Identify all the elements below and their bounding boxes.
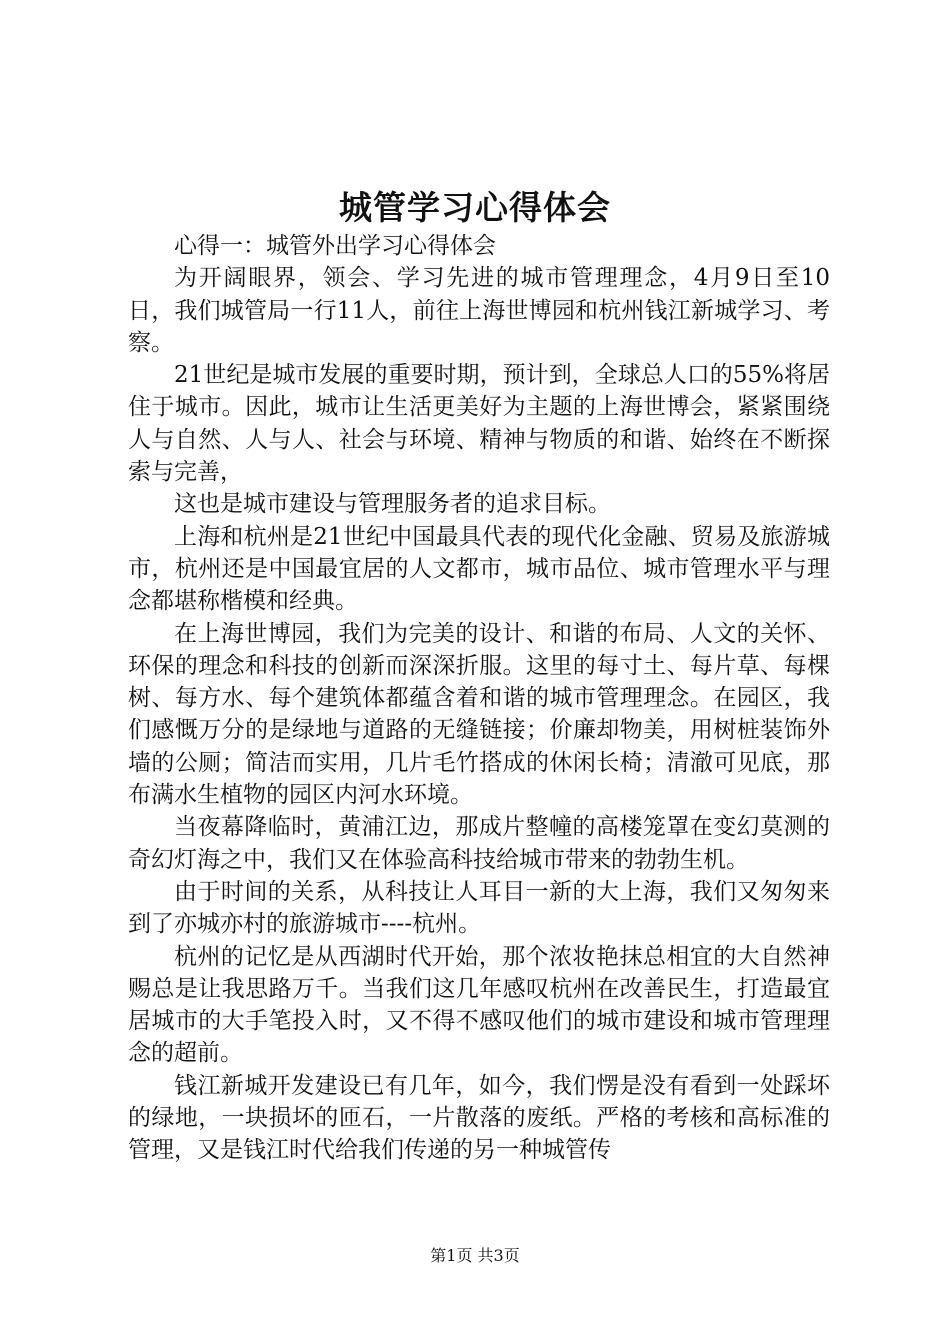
document-title: 城管学习心得体会 [339,188,611,227]
page-footer: 第1页 共3页 [430,1246,520,1265]
paragraph: 上海和杭州是21世纪中国最具代表的现代化金融、贸易及旅游城市，杭州还是中国最宜居的人文都市，城市品位、城市管理水平与理念都堪称楷模和经典。 [128,523,830,615]
paragraph: 这也是城市建设与管理服务者的追求目标。 [174,491,611,518]
paragraph: 由于时间的关系，从科技让人耳目一新的大上海，我们又匆匆来到了亦城亦村的旅游城市----杭州。 [128,878,830,938]
paragraph: 在上海世博园，我们为完美的设计、和谐的布局、人文的关怀、环保的理念和科技的创新而深深折服。这里的每寸土、每片草、每棵树、每方水、每个建筑体都蕴含着和谐的城市管理理念。在园区，我们感慨万分的是绿地与道路的无缝链接；价廉却物美，用树桩装饰外墙的公厕；简洁而实用，几片毛竹搭成的休闲长椅；清澈可见底，那布满水生植物的园区内河水环境。 [128,620,830,809]
paragraph: 钱江新城开发建设已有几年，如今，我们愣是没有看到一处踩坏的绿地，一块损坏的匝石，一片散落的废纸。严格的考核和高标准的管理，又是钱江时代给我们传递的另一种城管传 [128,1072,830,1164]
document-body [128,230,830,1167]
paragraph: 21世纪是城市发展的重要时期，预计到，全球总人口的55%将居住于城市。因此，城市让生活更美好为主题的上海世博会，紧紧围绕人与自然、人与人、社会与环境、精神与物质的和谐、始终在不断探索与完善， [128,362,830,486]
paragraph: 当夜幕降临时，黄浦江边，那成片整幢的高楼笼罩在变幻莫测的奇幻灯海之中，我们又在体验高科技给城市带来的勃勃生机。 [128,814,830,873]
paragraph: 为开阔眼界，领会、学习先进的城市管理理念，4月9日至10日，我们城管局一行11人，前往上海世博园和杭州钱江新城学习、考察。 [128,265,830,356]
paragraph: 心得一：城管外出学习心得体会 [174,233,496,259]
paragraph: 杭州的记忆是从西湖时代开始，那个浓妆艳抹总相宜的大自然神赐总是让我思路万千。当我们这几年感叹杭州在改善民生，打造最宜居城市的大手笔投入时，又不得不感叹他们的城市建设和城市管理理念的超前。 [128,943,830,1067]
